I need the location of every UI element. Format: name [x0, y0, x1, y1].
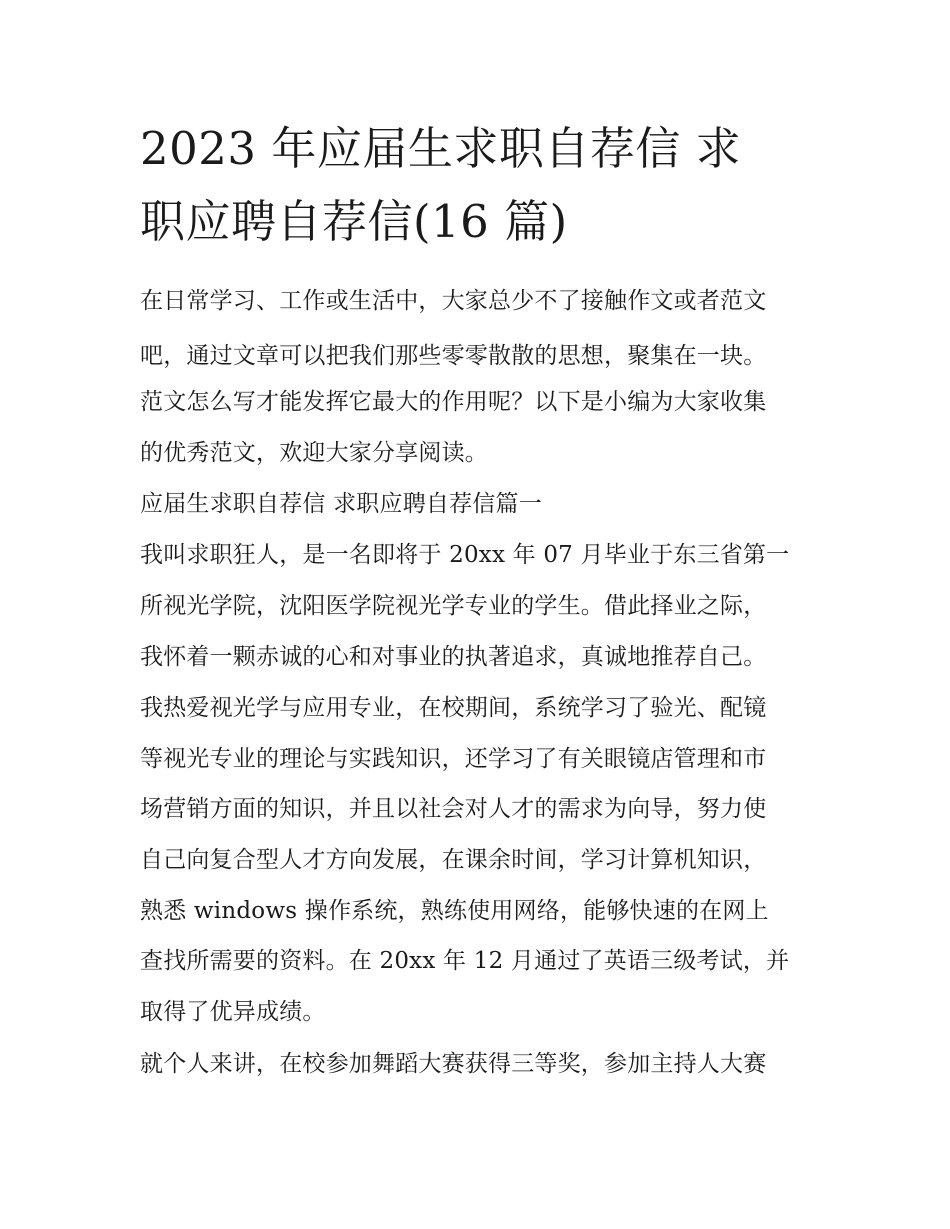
body-line: 等视光专业的理论与实践知识，还学习了有关眼镜店管理和市	[140, 746, 767, 772]
intro-line: 吧，通过文章可以把我们那些零零散散的思想，聚集在一块。	[140, 343, 767, 369]
intro-line: 在日常学习、工作或生活中，大家总少不了接触作文或者范文	[140, 288, 767, 314]
body-line: 场营销方面的知识，并且以社会对人才的需求为向导，努力使	[140, 796, 767, 822]
body-line: 自己向复合型人才方向发展，在课余时间，学习计算机知识，	[140, 847, 767, 873]
body-line: 就个人来讲，在校参加舞蹈大赛获得三等奖，参加主持人大赛	[140, 1051, 767, 1077]
document-title	[140, 112, 840, 258]
intro-line: 范文怎么写才能发挥它最大的作用呢？以下是小编为大家收集	[140, 389, 767, 415]
body-line: 我叫求职狂人，是一名即将于 20xx 年 07 月毕业于东三省第一	[140, 542, 790, 568]
intro-line: 的优秀范文，欢迎大家分享阅读。	[140, 440, 488, 466]
body-line: 查找所需要的资料。在 20xx 年 12 月通过了英语三级考试，并	[140, 948, 790, 974]
title-line-2: 职应聘自荐信(16 篇)	[140, 195, 568, 248]
body-line: 我怀着一颗赤诚的心和对事业的执著追求，真诚地推荐自己。	[140, 644, 767, 670]
body-line: 我热爱视光学与应用专业，在校期间，系统学习了验光、配镜	[140, 695, 767, 721]
body-line: 所视光学院，沈阳医学院视光学专业的学生。借此择业之际，	[140, 593, 767, 619]
section-heading: 应届生求职自荐信 求职应聘自荐信篇一	[140, 491, 542, 517]
body-line: 熟悉 windows 操作系统，熟练使用网络，能够快速的在网上	[140, 898, 769, 924]
body-line: 取得了优异成绩。	[140, 999, 326, 1025]
title-line-1: 2023 年应届生求职自荐信 求	[140, 122, 742, 175]
